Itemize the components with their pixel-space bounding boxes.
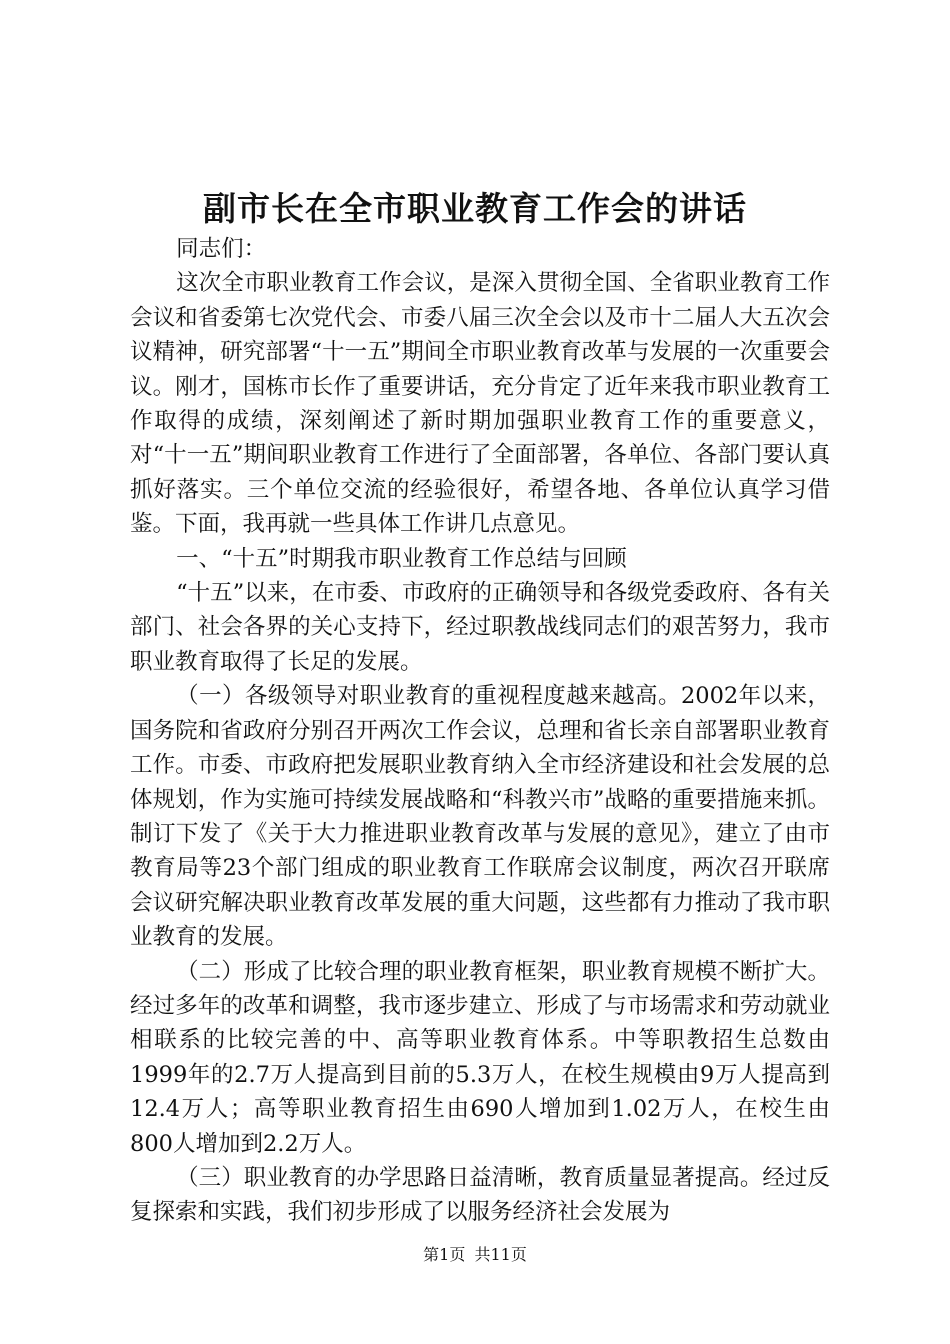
section-heading-1: 一、“十五”时期我市职业教育工作总结与回顾: [176, 545, 627, 572]
document-title: 副市长在全市职业教育工作会的讲话: [203, 189, 747, 228]
page-number: 第1页: [423, 1245, 466, 1264]
paragraph-intro: 这次全市职业教育工作会议，是深入贯彻全国、全省职业教育工作会议和省委第七次党代会、市委八届三次全会以及市十二届人大五次会议精神，研究部署“十一五”期间全市职业教育改革与发展的一次重要会议。刚才，国栋市长作了重要讲话，充分肯定了近年来我市职业教育工作取得的成绩，深刻阐述了新时期加强职业教育工作的重要意义，对“十一五”期间职业教育工作进行了全面部署，各单位、各部门要认真抓好落实。三个单位交流的经验很好，希望各地、各单位认真学习借鉴。下面，我再就一些具体工作讲几点意见。: [130, 270, 830, 538]
document-body: [130, 232, 830, 1230]
paragraph-point-3: （三）职业教育的办学思路日益清晰，教育质量显著提高。经过反复探索和实践，我们初步形成了以服务经济社会发展为: [130, 1164, 830, 1226]
paragraph-point-2: （二）形成了比较合理的职业教育框架，职业教育规模不断扩大。经过多年的改革和调整，我市逐步建立、形成了与市场需求和劳动就业相联系的比较完善的中、高等职业教育体系。中等职教招生总数由1999年的2.7万人提高到目前的5.3万人，在校生规模由9万人提高到12.4万人；高等职业教育招生由690人增加到1.02万人，在校生由800人增加到2.2万人。: [130, 958, 830, 1157]
paragraph-summary: “十五”以来，在市委、市政府的正确领导和各级党委政府、各有关部门、社会各界的关心支持下，经过职教战线同志们的艰苦努力，我市职业教育取得了长足的发展。: [130, 580, 830, 675]
page-footer: [0, 1243, 950, 1267]
page-total: 共11页: [474, 1245, 527, 1264]
paragraph-salutation: 同志们：: [176, 236, 267, 262]
paragraph-point-1: （一）各级领导对职业教育的重视程度越来越高。2002年以来，国务院和省政府分别召开两次工作会议，总理和省长亲自部署职业教育工作。市委、市政府把发展职业教育纳入全市经济建设和社会发展的总体规划，作为实施可持续发展战略和“科教兴市”战略的重要措施来抓。制订下发了《关于大力推进职业教育改革与发展的意见》，建立了由市教育局等23个部门组成的职业教育工作联席会议制度，两次召开联席会议研究解决职业教育改革发展的重大问题，这些都有力推动了我市职业教育的发展。: [130, 683, 830, 951]
